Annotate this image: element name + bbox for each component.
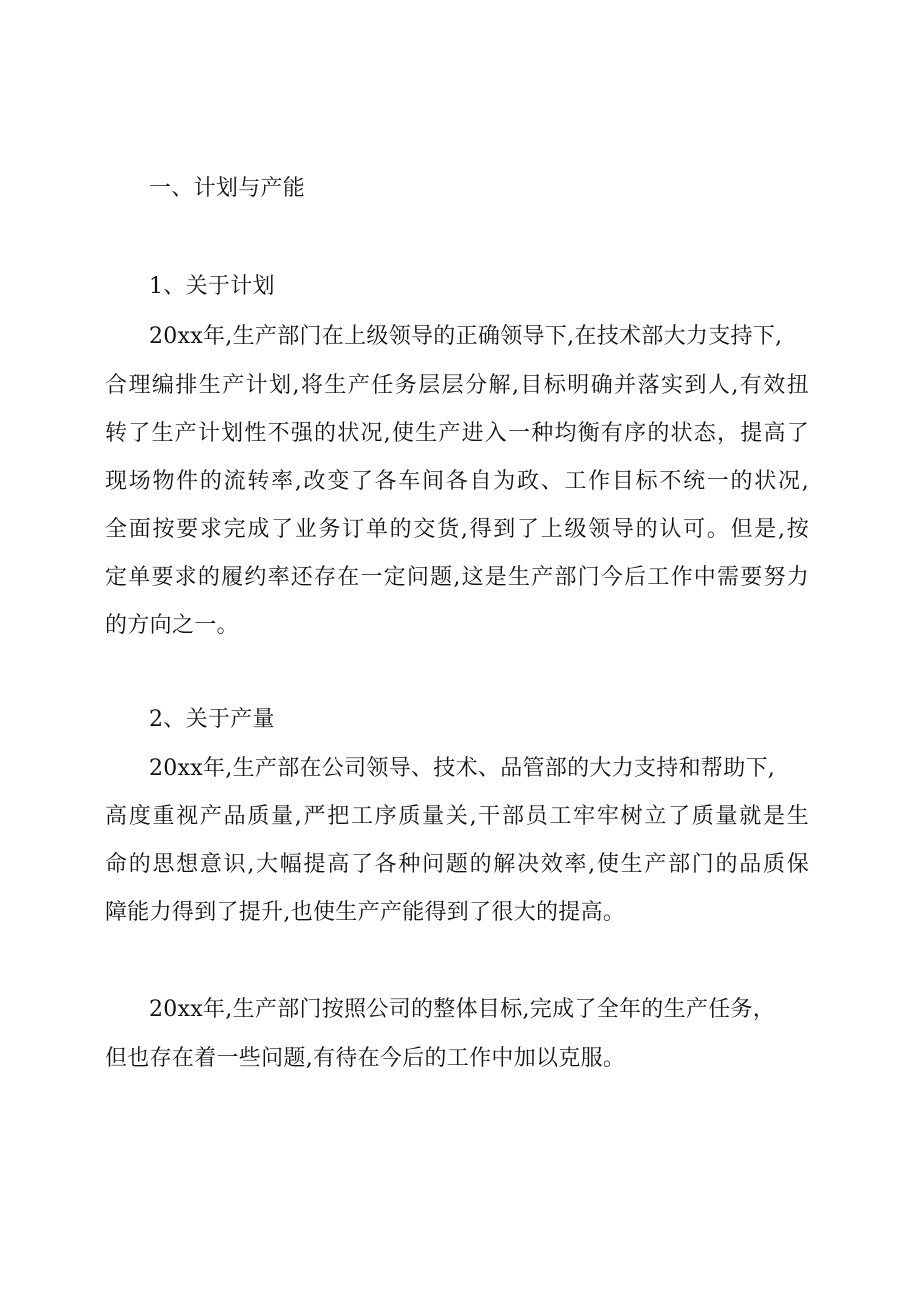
paragraph-line: 的方向之一。 bbox=[105, 613, 239, 638]
paragraph-line: 障能力得到了提升,也使生产产能得到了很大的提高。 bbox=[105, 900, 626, 925]
paragraph-line: 全面按要求完成了业务订单的交货,得到了上级领导的认可。但是,按 bbox=[105, 517, 809, 542]
summary-line: 20xx年,生产部门按照公司的整体目标,完成了全年的生产任务， bbox=[149, 997, 776, 1022]
subsection-heading-output: 2、关于产量 bbox=[149, 707, 275, 732]
paragraph-line: 转了生产计划性不强的状况,使生产进入一种均衡有序的状态，提高了 bbox=[105, 421, 809, 446]
paragraph-line: 定单要求的履约率还存在一定问题,这是生产部门今后工作中需要努力 bbox=[105, 565, 809, 590]
paragraph-line: 合理编排生产计划,将生产任务层层分解,目标明确并落实到人,有效扭 bbox=[105, 373, 809, 398]
paragraph-line: 高度重视产品质量,严把工序质量关,干部员工牢牢树立了质量就是生 bbox=[105, 804, 809, 829]
paragraph-line: 20xx年,生产部在公司领导、技术、品管部的大力支持和帮助下, bbox=[149, 756, 776, 781]
summary-line: 但也存在着一些问题,有待在今后的工作中加以克服。 bbox=[105, 1046, 626, 1071]
subsection-heading-plan: 1、关于计划 bbox=[149, 274, 275, 299]
paragraph-line: 20xx年,生产部门在上级领导的正确领导下,在技术部大力支持下, bbox=[149, 324, 783, 349]
paragraph-line: 命的思想意识,大幅提高了各种问题的解决效率,使生产部门的品质保 bbox=[105, 852, 809, 877]
paragraph-line: 现场物件的流转率,改变了各车间各自为政、工作目标不统一的状况, bbox=[105, 469, 809, 494]
section-heading: 一、计划与产能 bbox=[149, 176, 306, 201]
